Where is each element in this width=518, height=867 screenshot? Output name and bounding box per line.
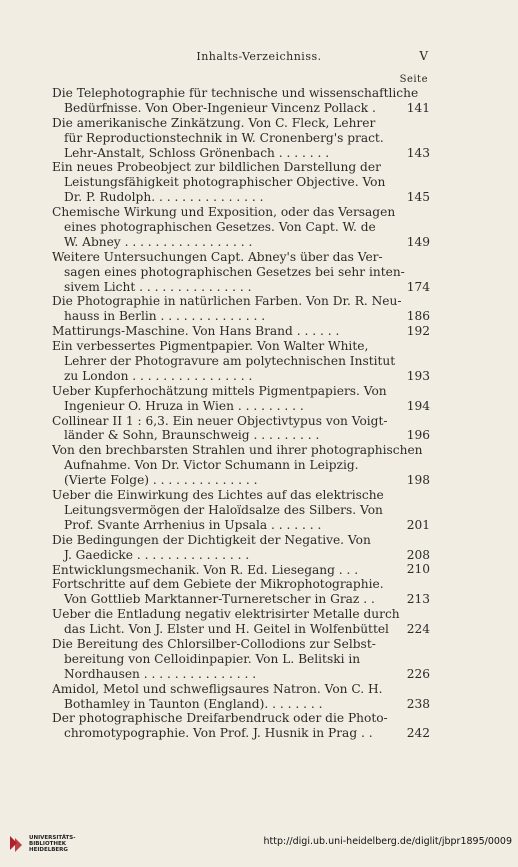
toc-entry-line: Amidol, Metol und schwefligsaures Natron. Von C. H. [52, 681, 383, 696]
toc-entry [52, 116, 430, 161]
toc-entry-line: Die Bereitung des Chlorsilber-Collodions zur Selbst- [52, 636, 376, 651]
toc-entry-line: W. Abney . . . . . . . . . . . . . . . . . [64, 234, 253, 249]
library-logo [8, 834, 76, 854]
toc-entry-page: 213 [406, 592, 430, 607]
toc-entry-page: 198 [406, 473, 430, 488]
toc-entry-page: 196 [406, 428, 430, 443]
toc-entry-line: länder & Sohn, Braunschweig . . . . . . . . . [64, 428, 320, 443]
toc-entry [52, 563, 430, 578]
toc-entry-line: Mattirungs-Maschine. Von Hans Brand . . . . . . [52, 324, 340, 339]
toc-entry-line: Von Gottlieb Marktanner-Turneretscher in Graz . . [64, 592, 375, 607]
toc-entry-line: für Reproductionstechnik in W. Cronenberg's pract. [64, 130, 384, 145]
toc-entry-line: Von den brechbarsten Strahlen und ihrer photographischen [52, 443, 423, 458]
toc-entry-line: Die amerikanische Zinkätzung. Von C. Fleck, Lehrer [52, 115, 376, 130]
toc-entry-line: Bedürfnisse. Von Ober-Ingenieur Vincenz Pollack . [64, 100, 376, 115]
toc-entry-page: 210 [406, 562, 430, 577]
toc-entry [52, 711, 430, 741]
source-url-link[interactable]: http://digi.ub.uni-heidelberg.de/diglit/jbpr1895/0009 [263, 836, 512, 847]
toc-entry-page: 192 [406, 324, 430, 339]
toc-entry-line: Entwicklungsmechanik. Von R. Ed. Liesegang . . . [52, 562, 359, 577]
toc-entry [52, 384, 430, 414]
toc-entry-line: hauss in Berlin . . . . . . . . . . . . . . [64, 309, 266, 324]
toc-entry-page: 242 [406, 726, 430, 741]
toc-entry-line: zu London . . . . . . . . . . . . . . . . [64, 368, 253, 383]
toc-entry-line: bereitung von Celloidinpapier. Von L. Belitski in [64, 651, 361, 666]
running-header [0, 50, 518, 66]
toc-entry-line: Leistungsfähigkeit photographischer Objective. Von [64, 175, 386, 190]
toc-entry [52, 250, 430, 295]
toc-entry-line: Lehr-Anstalt, Schloss Grönenbach . . . . . . . [64, 145, 330, 160]
toc-entry-page: 226 [406, 666, 430, 681]
toc-entry [52, 682, 430, 712]
toc-entry [52, 577, 430, 607]
toc-entry [52, 414, 430, 444]
toc-entry-line: Die Bedingungen der Dichtigkeit der Negative. Von [52, 532, 371, 547]
toc-entry-line: Aufnahme. Von Dr. Victor Schumann in Leipzig. [64, 458, 359, 473]
toc-entry-page: 149 [406, 234, 430, 249]
header-title: Inhalts-Verzeichniss. [196, 50, 322, 63]
toc-entry [52, 443, 430, 488]
toc-entry [52, 339, 430, 384]
toc-entry-line: Nordhausen . . . . . . . . . . . . . . . [64, 666, 257, 681]
page-column-label: Seite [399, 74, 428, 85]
toc-entry-line: Prof. Svante Arrhenius in Upsala . . . . . . . [64, 517, 322, 532]
toc-entry-page: 224 [406, 622, 430, 637]
toc-entry-page: 143 [406, 145, 430, 160]
toc-entry-line: Ein neues Probeobject zur bildlichen Darstellung der [52, 160, 381, 175]
toc-entry [52, 160, 430, 205]
toc-entry-page: 194 [406, 398, 430, 413]
toc-entry [52, 488, 430, 533]
toc-entry-line: chromotypographie. Von Prof. J. Husnik in Prag . . [64, 726, 373, 741]
footer [0, 828, 518, 862]
toc-entry-line: Der photographische Dreifarbendruck oder die Photo- [52, 711, 388, 726]
toc-entry-page: 141 [406, 100, 430, 115]
toc-entry-line: Chemische Wirkung und Exposition, oder das Versagen [52, 205, 396, 220]
toc-entry-line: (Vierte Folge) . . . . . . . . . . . . . . [64, 473, 258, 488]
toc-entry-page: 145 [406, 190, 430, 205]
toc-entry-line: Ingenieur O. Hruza in Wien . . . . . . . . . [64, 398, 304, 413]
toc-entry-line: Dr. P. Rudolph. . . . . . . . . . . . . . . [64, 190, 264, 205]
toc-entry-line: Collinear II 1 : 6,3. Ein neuer Objectivtypus von Voigt- [52, 413, 388, 428]
library-logo-text: UNIVERSITÄTS- BIBLIOTHEK HEIDELBERG [29, 835, 76, 853]
toc-entry [52, 294, 430, 324]
toc-entry-line: Die Photographie in natürlichen Farben. Von Dr. R. Neu- [52, 294, 402, 309]
toc-entry-line: Leitungsvermögen der Haloïdsalze des Silbers. Von [64, 502, 383, 517]
toc-entry [52, 86, 430, 116]
toc-entry [52, 205, 430, 250]
toc-entry [52, 607, 430, 637]
toc-entry-page: 201 [406, 517, 430, 532]
library-logo-icon [8, 834, 26, 854]
toc-entry-line: Ueber Kupferhochätzung mittels Pigmentpapiers. Von [52, 383, 387, 398]
toc-entry-page: 208 [406, 547, 430, 562]
toc-entry-line: das Licht. Von J. Elster und H. Geitel in Wolfenbüttel [64, 622, 389, 637]
toc-entry-page: 186 [406, 309, 430, 324]
toc-entry-page: 193 [406, 368, 430, 383]
toc-entry-line: Ueber die Einwirkung des Lichtes auf das elektrische [52, 488, 384, 503]
toc-entry [52, 324, 430, 339]
toc-entry-line: Lehrer der Photogravure am polytechnischen Institut [64, 354, 396, 369]
toc-entry-page: 238 [406, 696, 430, 711]
page-number: V [419, 49, 428, 63]
toc-entry [52, 637, 430, 682]
toc-entry-page: 174 [406, 279, 430, 294]
toc-entry-line: Die Telephotographie für technische und wissenschaftliche [52, 86, 419, 100]
toc-entry-line: sivem Licht . . . . . . . . . . . . . . . [64, 279, 252, 294]
toc-entry-line: sagen eines photographischen Gesetzes bei sehr inten- [64, 264, 405, 279]
toc-entry-line: Weitere Untersuchungen Capt. Abney's über das Ver- [52, 249, 383, 264]
toc-entry [52, 533, 430, 563]
toc-entry-line: Ein verbessertes Pigmentpapier. Von Walter White, [52, 339, 369, 354]
toc-entry-line: J. Gaedicke . . . . . . . . . . . . . . . [64, 547, 250, 562]
toc-entry-line: eines photographischen Gesetzes. Von Capt. W. de [64, 220, 376, 235]
toc-entry-line: Bothamley in Taunton (England). . . . . . . . [64, 696, 323, 711]
table-of-contents [52, 86, 430, 741]
toc-entry-line: Fortschritte auf dem Gebiete der Mikrophotographie. [52, 577, 384, 592]
toc-entry-line: Ueber die Entladung negativ elektrisirter Metalle durch [52, 607, 400, 622]
